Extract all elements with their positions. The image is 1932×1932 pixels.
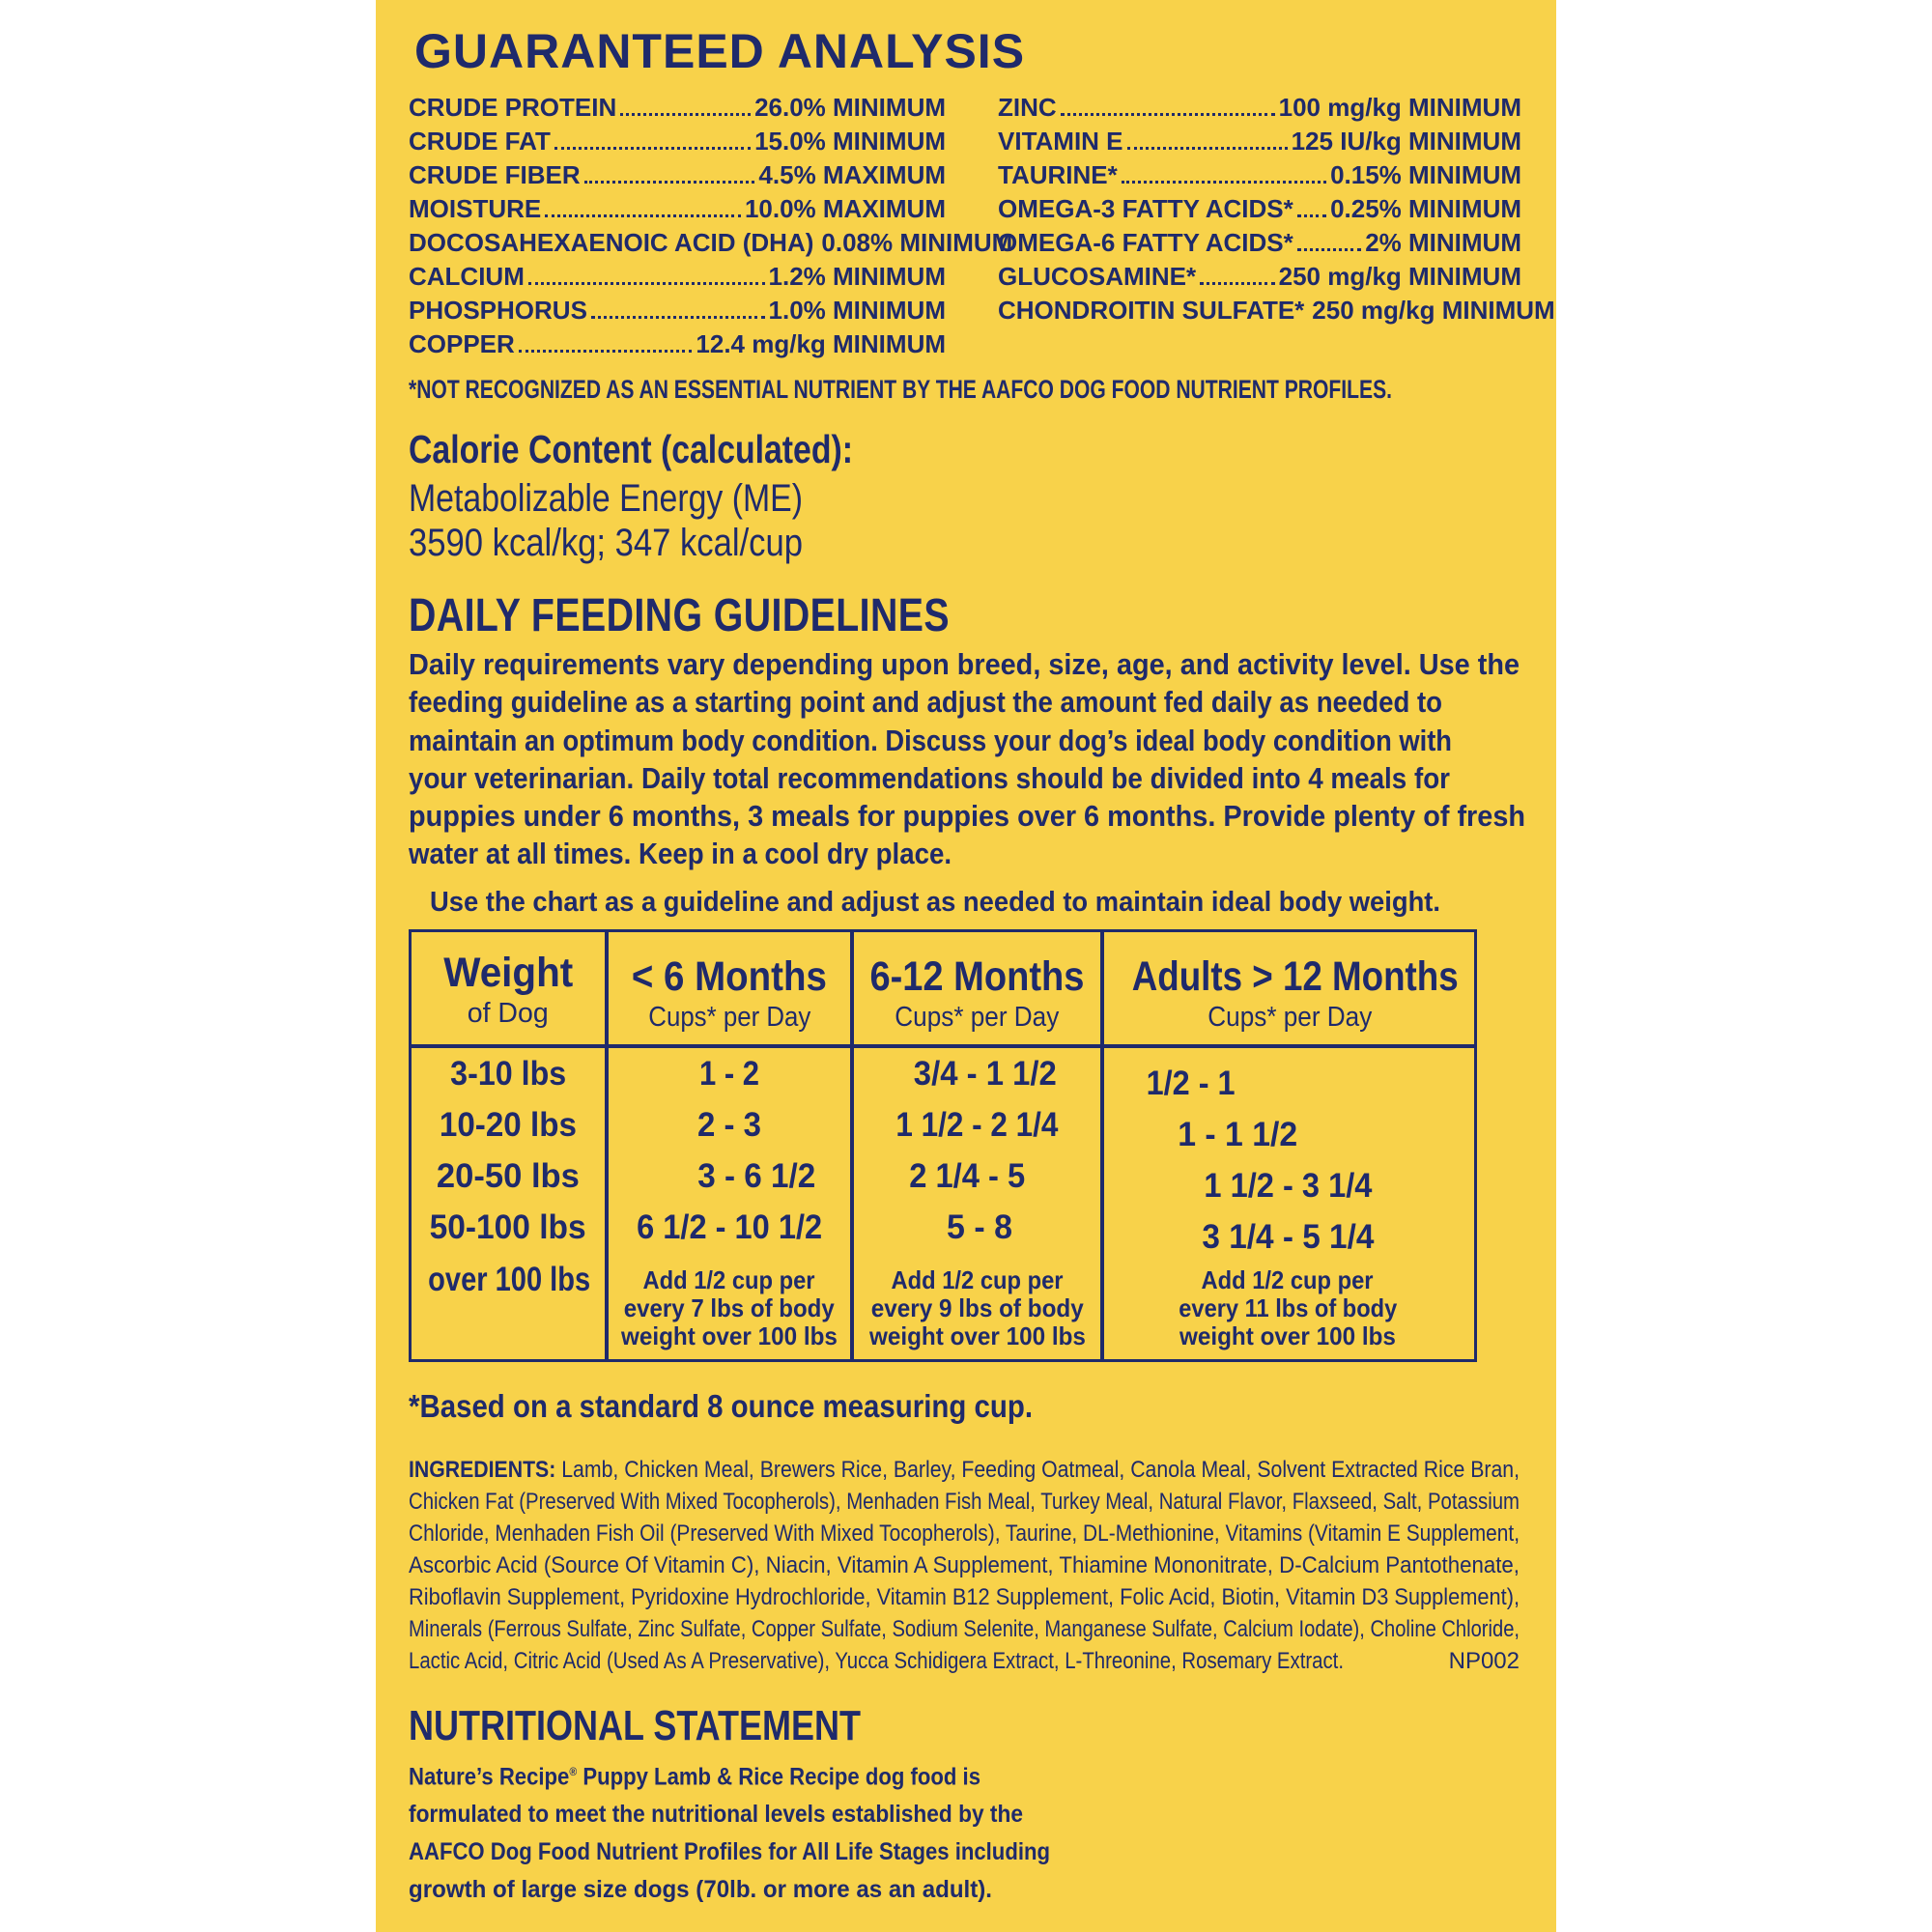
analysis-right-column — [998, 93, 1555, 329]
product-code: NP002 — [1448, 1648, 1520, 1674]
header-weight-sub: of Dog — [467, 998, 549, 1029]
ingredients-label: INGREDIENTS: — [409, 1457, 556, 1483]
feeding-table — [409, 929, 1477, 1362]
cups-cell: 1 1/2 - 2 1/4 — [895, 1106, 1059, 1144]
cups-cell: 3 1/4 - 5 1/4 — [1201, 1218, 1374, 1256]
cups-cell: 2 - 3 — [696, 1106, 761, 1144]
calorie-title: Calorie Content (calculated): — [409, 427, 853, 471]
cups-cell-over-100: Add 1/2 cup per every 7 lbs of body weight over 100 lbs — [621, 1265, 838, 1350]
analysis-row: GLUCOSAMINE* 250 mg/kg MINIMUM — [998, 262, 1521, 291]
weight-cell: over 100 lbs — [428, 1261, 591, 1298]
analysis-row: OMEGA-6 FATTY ACIDS* 2% MINIMUM — [998, 228, 1521, 257]
header-under-6-months: < 6 Months — [632, 953, 827, 1000]
analysis-row: ZINC 100 mg/kg MINIMUM — [998, 93, 1521, 122]
analysis-row: COPPER 12.4 mg/kg MINIMUM — [409, 329, 946, 358]
header-6-12-months-sub: Cups* per Day — [895, 1002, 1060, 1033]
cups-cell-over-100: Add 1/2 cup per every 11 lbs of body weight over 100 lbs — [1179, 1265, 1397, 1350]
cups-cell: 1 1/2 - 3 1/4 — [1203, 1167, 1372, 1205]
analysis-row: CALCIUM 1.2% MINIMUM — [409, 262, 946, 291]
ingredients-block: INGREDIENTS: Lamb, Chicken Meal, Brewers Rice, Barley, Feeding Oatmeal, Canola Meal, Solvent Extracted Rice Bran, Chicken Fat (Preserved With Mixed Tocopherols), Menhaden Fish Meal, Turkey Meal, Natural Flavor, Flaxseed, Salt, Potassium Chloride, Menhaden Fish Oil (Preserved With Mixed Tocopherols), Taurine, DL-Methionine, Vitamins (Vitamin E Supplement, Ascorbic Acid (Source Of Vitamin C), Niacin, Vitamin A Supplement, Thiamine Mononitrate, D-Calcium Pantothenate, Riboflavin Supplement, Pyridoxine Hydrochloride, Vitamin B12 Supplement, Folic Acid, Biotin, Vitamin D3 Supplement), Minerals (Ferrous Sulfate, Zinc Sulfate, Copper Sulfate, Sodium Selenite, Manganese Sulfate, Calcium Iodate), Choline Chloride, Lactic Acid, Citric Acid (Used As A Preservative), Yucca Schidigera Extract, L-Threonine, Rosemary Extract. NP002 — [409, 1454, 1520, 1677]
analysis-row: CHONDROITIN SULFATE* 250 mg/kg MINIMUM — [998, 296, 1555, 325]
weight-cell: 20-50 lbs — [437, 1157, 580, 1195]
nutritional-statement-title: NUTRITIONAL STATEMENT — [409, 1702, 861, 1749]
header-6-12-months: 6-12 Months — [869, 953, 1085, 1000]
weight-cell: 50-100 lbs — [430, 1208, 586, 1246]
analysis-row: CRUDE FAT 15.0% MINIMUM — [409, 127, 946, 156]
cups-cell: 3/4 - 1 1/2 — [913, 1055, 1057, 1093]
header-adults-sub: Cups* per Day — [1208, 1002, 1373, 1033]
nutritional-statement-body: Nature’s Recipe® Puppy Lamb & Rice Recipe dog food is formulated to meet the nutritional levels established by the AAFCO Dog Food Nutrient Profiles for All Life Stages including growth of large size dogs (70lb. or more as an adult). — [409, 1763, 1050, 1904]
label-panel — [376, 0, 1556, 1932]
guaranteed-analysis-title: GUARANTEED ANALYSIS — [414, 24, 1026, 78]
cups-cell: 5 - 8 — [947, 1208, 1013, 1246]
analysis-row: PHOSPHORUS 1.0% MINIMUM — [409, 296, 946, 325]
analysis-row: MOISTURE 10.0% MAXIMUM — [409, 194, 946, 223]
cups-cell: 6 1/2 - 10 1/2 — [636, 1208, 822, 1246]
cups-cell: 1/2 - 1 — [1146, 1065, 1236, 1102]
analysis-row: OMEGA-3 FATTY ACIDS* 0.25% MINIMUM — [998, 194, 1521, 223]
weight-cell: 10-20 lbs — [440, 1106, 577, 1144]
cups-cell: 1 - 1 1/2 — [1177, 1116, 1297, 1153]
cups-cell: 3 - 6 1/2 — [696, 1157, 815, 1195]
header-weight: Weight — [443, 950, 573, 996]
cups-cell: 2 1/4 - 5 — [909, 1157, 1026, 1195]
feeding-guidelines-body: Daily requirements vary depending upon breed, size, age, and activity level. Use the feeding guideline as a starting point and adjust the amount fed daily as needed to maintain an optimum body condition. Discuss your dog’s ideal body condition with your veterinarian. Daily total recommendations should be divided into 4 meals for puppies under 6 months, 3 meals for puppies over 6 months. Provide plenty of fresh water at all times. Keep in a cool dry place. — [409, 647, 1525, 871]
chart-note: Use the chart as a guideline and adjust as needed to maintain ideal body weight. — [430, 887, 1440, 918]
analysis-row: TAURINE* 0.15% MINIMUM — [998, 160, 1521, 189]
header-adults: Adults > 12 Months — [1131, 953, 1459, 1000]
calorie-line-1: Metabolizable Energy (ME) — [409, 477, 803, 520]
analysis-row: VITAMIN E 125 IU/kg MINIMUM — [998, 127, 1521, 156]
header-under-6-months-sub: Cups* per Day — [648, 1002, 810, 1033]
analysis-footnote: *NOT RECOGNIZED AS AN ESSENTIAL NUTRIENT BY THE AAFCO DOG FOOD NUTRIENT PROFILES. — [409, 375, 1392, 404]
analysis-row: DOCOSAHEXAENOIC ACID (DHA) 0.08% MINIMUM — [409, 228, 1013, 257]
analysis-left-column — [409, 93, 1013, 363]
calorie-line-2: 3590 kcal/kg; 347 kcal/cup — [409, 522, 803, 564]
analysis-row: CRUDE PROTEIN 26.0% MINIMUM — [409, 93, 946, 122]
feeding-guidelines-title: DAILY FEEDING GUIDELINES — [409, 590, 950, 641]
cups-cell-over-100: Add 1/2 cup per every 9 lbs of body weight over 100 lbs — [868, 1265, 1086, 1350]
analysis-row: CRUDE FIBER 4.5% MAXIMUM — [409, 160, 946, 189]
measuring-cup-footnote: *Based on a standard 8 ounce measuring cup. — [409, 1388, 1033, 1424]
cups-cell: 1 - 2 — [698, 1055, 759, 1093]
weight-cell: 3-10 lbs — [449, 1055, 566, 1093]
